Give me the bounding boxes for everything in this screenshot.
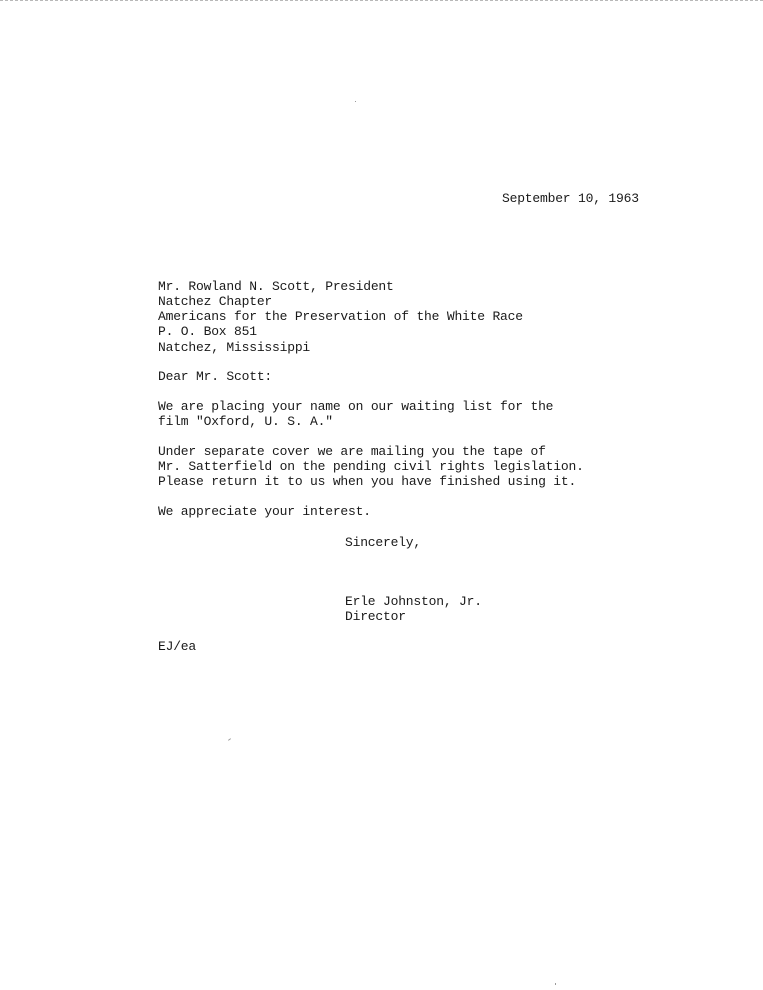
reference-initials: EJ/ea xyxy=(158,639,197,654)
scan-speck xyxy=(228,738,231,741)
paragraph-1-line-2: film "Oxford, U. S. A." xyxy=(158,414,333,429)
recipient-po-box: P. O. Box 851 xyxy=(158,324,257,339)
letter-date: September 10, 1963 xyxy=(502,191,639,206)
paragraph-2-line-3: Please return it to us when you have finished using it. xyxy=(158,474,577,489)
recipient-name: Mr. Rowland N. Scott, President xyxy=(158,279,394,294)
paragraph-3: We appreciate your interest. xyxy=(158,504,371,519)
recipient-city-state: Natchez, Mississippi xyxy=(158,340,311,355)
paragraph-1-line-1: We are placing your name on our waiting list for the xyxy=(158,399,554,414)
signer-name: Erle Johnston, Jr. xyxy=(345,594,482,609)
paragraph-2-line-1: Under separate cover we are mailing you the tape of xyxy=(158,444,546,459)
recipient-organization: Americans for the Preservation of the White Race xyxy=(158,309,523,324)
closing: Sincerely, xyxy=(345,535,422,550)
scan-speck xyxy=(555,983,556,985)
scan-speck xyxy=(355,101,356,102)
recipient-chapter: Natchez Chapter xyxy=(158,294,273,309)
paragraph-2-line-2: Mr. Satterfield on the pending civil rights legislation. xyxy=(158,459,584,474)
signer-title: Director xyxy=(345,609,406,624)
page-top-border xyxy=(0,0,763,1)
salutation: Dear Mr. Scott: xyxy=(158,369,273,384)
